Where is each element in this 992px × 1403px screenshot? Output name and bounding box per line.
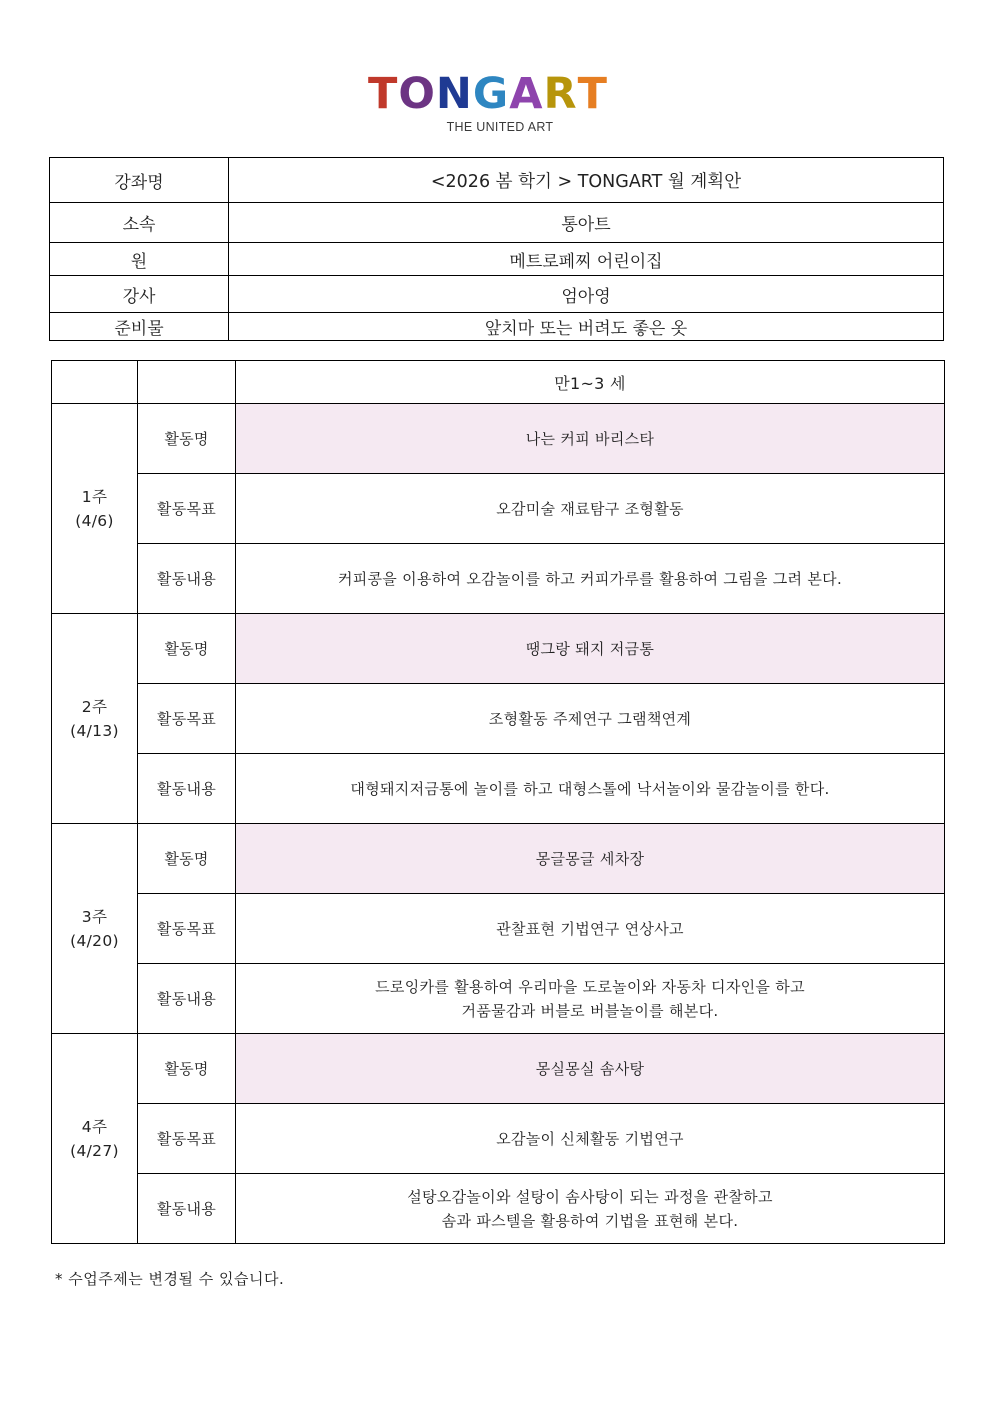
week-3-cell bbox=[52, 824, 138, 1034]
week-date: (4/6) bbox=[75, 511, 114, 530]
activity-name: 땡그랑 돼지 저금통 bbox=[236, 614, 945, 684]
weekly-plan-table bbox=[51, 360, 945, 1244]
activity-content-label: 활동내용 bbox=[138, 544, 236, 614]
affiliation-label: 소속 bbox=[50, 203, 229, 243]
activity-goal: 조형활동 주제연구 그램책연계 bbox=[236, 684, 945, 754]
activity-goal-label: 활동목표 bbox=[138, 894, 236, 964]
week-2-content-row bbox=[52, 754, 945, 824]
content-line: 거품물감과 버블로 버블놀이를 해본다. bbox=[461, 1001, 719, 1020]
activity-content bbox=[236, 544, 945, 614]
week-1-name-row bbox=[52, 404, 945, 474]
logo-letter: T bbox=[577, 69, 608, 119]
logo-letter: G bbox=[472, 69, 510, 119]
activity-content bbox=[236, 754, 945, 824]
activity-goal: 오감놀이 신체활동 기법연구 bbox=[236, 1104, 945, 1174]
logo-subtitle: THE UNITED ART bbox=[446, 120, 554, 134]
logo-letter: O bbox=[398, 69, 436, 119]
info-row-affiliation bbox=[50, 203, 944, 243]
activity-goal-label: 활동목표 bbox=[138, 474, 236, 544]
week-1-goal-row bbox=[52, 474, 945, 544]
activity-name: 몽글몽글 세차장 bbox=[236, 824, 945, 894]
week-4-goal-row bbox=[52, 1104, 945, 1174]
activity-content-label: 활동내용 bbox=[138, 754, 236, 824]
logo-letter: R bbox=[543, 69, 578, 119]
content-line: 솜과 파스텔을 활용하여 기법을 표현해 본다. bbox=[441, 1211, 739, 1230]
week-3-name-row bbox=[52, 824, 945, 894]
activity-goal-label: 활동목표 bbox=[138, 1104, 236, 1174]
logo-letter: N bbox=[435, 69, 473, 119]
activity-goal-label: 활동목표 bbox=[138, 684, 236, 754]
activity-content bbox=[236, 964, 945, 1034]
course-title: <2026 봄 학기 > TONGART 월 계획안 bbox=[229, 158, 944, 203]
week-3-goal-row bbox=[52, 894, 945, 964]
week-date: (4/13) bbox=[70, 721, 119, 740]
activity-goal: 오감미술 재료탐구 조형활동 bbox=[236, 474, 945, 544]
logo-wordmark bbox=[368, 69, 624, 119]
week-date: (4/20) bbox=[70, 931, 119, 950]
instructor-value: 엄아영 bbox=[229, 276, 944, 313]
activity-name-label: 활동명 bbox=[138, 614, 236, 684]
activity-content bbox=[236, 1174, 945, 1244]
activity-goal: 관찰표현 기법연구 연상사고 bbox=[236, 894, 945, 964]
affiliation-value: 통아트 bbox=[229, 203, 944, 243]
week-1-cell bbox=[52, 404, 138, 614]
activity-name-label: 활동명 bbox=[138, 1034, 236, 1104]
content-line: 대형돼지저금통에 놀이를 하고 대형스톨에 낙서놀이와 물감놀이를 한다. bbox=[350, 779, 830, 798]
content-line: 커피콩을 이용하여 오감놀이를 하고 커피가루를 활용하여 그림을 그려 본다. bbox=[337, 569, 843, 588]
week-4-cell bbox=[52, 1034, 138, 1244]
age-group-header: 만1~3 세 bbox=[236, 361, 945, 404]
header-empty-cell bbox=[138, 361, 236, 404]
activity-content-label: 활동내용 bbox=[138, 1174, 236, 1244]
week-date: (4/27) bbox=[70, 1141, 119, 1160]
logo-letter: A bbox=[509, 69, 544, 119]
week-2-cell bbox=[52, 614, 138, 824]
school-label: 원 bbox=[50, 243, 229, 276]
instructor-label: 강사 bbox=[50, 276, 229, 313]
activity-name-label: 활동명 bbox=[138, 404, 236, 474]
content-line: 설탕오감놀이와 설탕이 솜사탕이 되는 과정을 관찰하고 bbox=[407, 1187, 773, 1206]
week-label: 2주 bbox=[81, 697, 108, 716]
activity-name: 나는 커피 바리스타 bbox=[236, 404, 945, 474]
activity-name: 몽실몽실 솜사탕 bbox=[236, 1034, 945, 1104]
materials-value: 앞치마 또는 버려도 좋은 옷 bbox=[229, 313, 944, 341]
week-4-content-row bbox=[52, 1174, 945, 1244]
plan-header-row bbox=[52, 361, 945, 404]
content-line: 드로잉카를 활용하여 우리마을 도로놀이와 자동차 디자인을 하고 bbox=[375, 977, 805, 996]
week-1-content-row bbox=[52, 544, 945, 614]
info-row-course bbox=[50, 158, 944, 203]
week-label: 4주 bbox=[81, 1117, 108, 1136]
materials-label: 준비물 bbox=[50, 313, 229, 341]
activity-content-label: 활동내용 bbox=[138, 964, 236, 1034]
week-label: 1주 bbox=[81, 487, 108, 506]
header-empty-cell bbox=[52, 361, 138, 404]
info-row-school bbox=[50, 243, 944, 276]
activity-name-label: 활동명 bbox=[138, 824, 236, 894]
info-row-materials bbox=[50, 313, 944, 341]
week-2-name-row bbox=[52, 614, 945, 684]
week-2-goal-row bbox=[52, 684, 945, 754]
course-label: 강좌명 bbox=[50, 158, 229, 203]
course-info-table bbox=[49, 157, 944, 341]
logo-letter: T bbox=[368, 69, 399, 119]
school-value: 메트로페찌 어린이집 bbox=[229, 243, 944, 276]
week-4-name-row bbox=[52, 1034, 945, 1104]
week-label: 3주 bbox=[81, 907, 108, 926]
week-3-content-row bbox=[52, 964, 945, 1034]
info-row-instructor bbox=[50, 276, 944, 313]
footnote: * 수업주제는 변경될 수 있습니다. bbox=[55, 1270, 285, 1288]
tongart-logo bbox=[368, 69, 624, 138]
